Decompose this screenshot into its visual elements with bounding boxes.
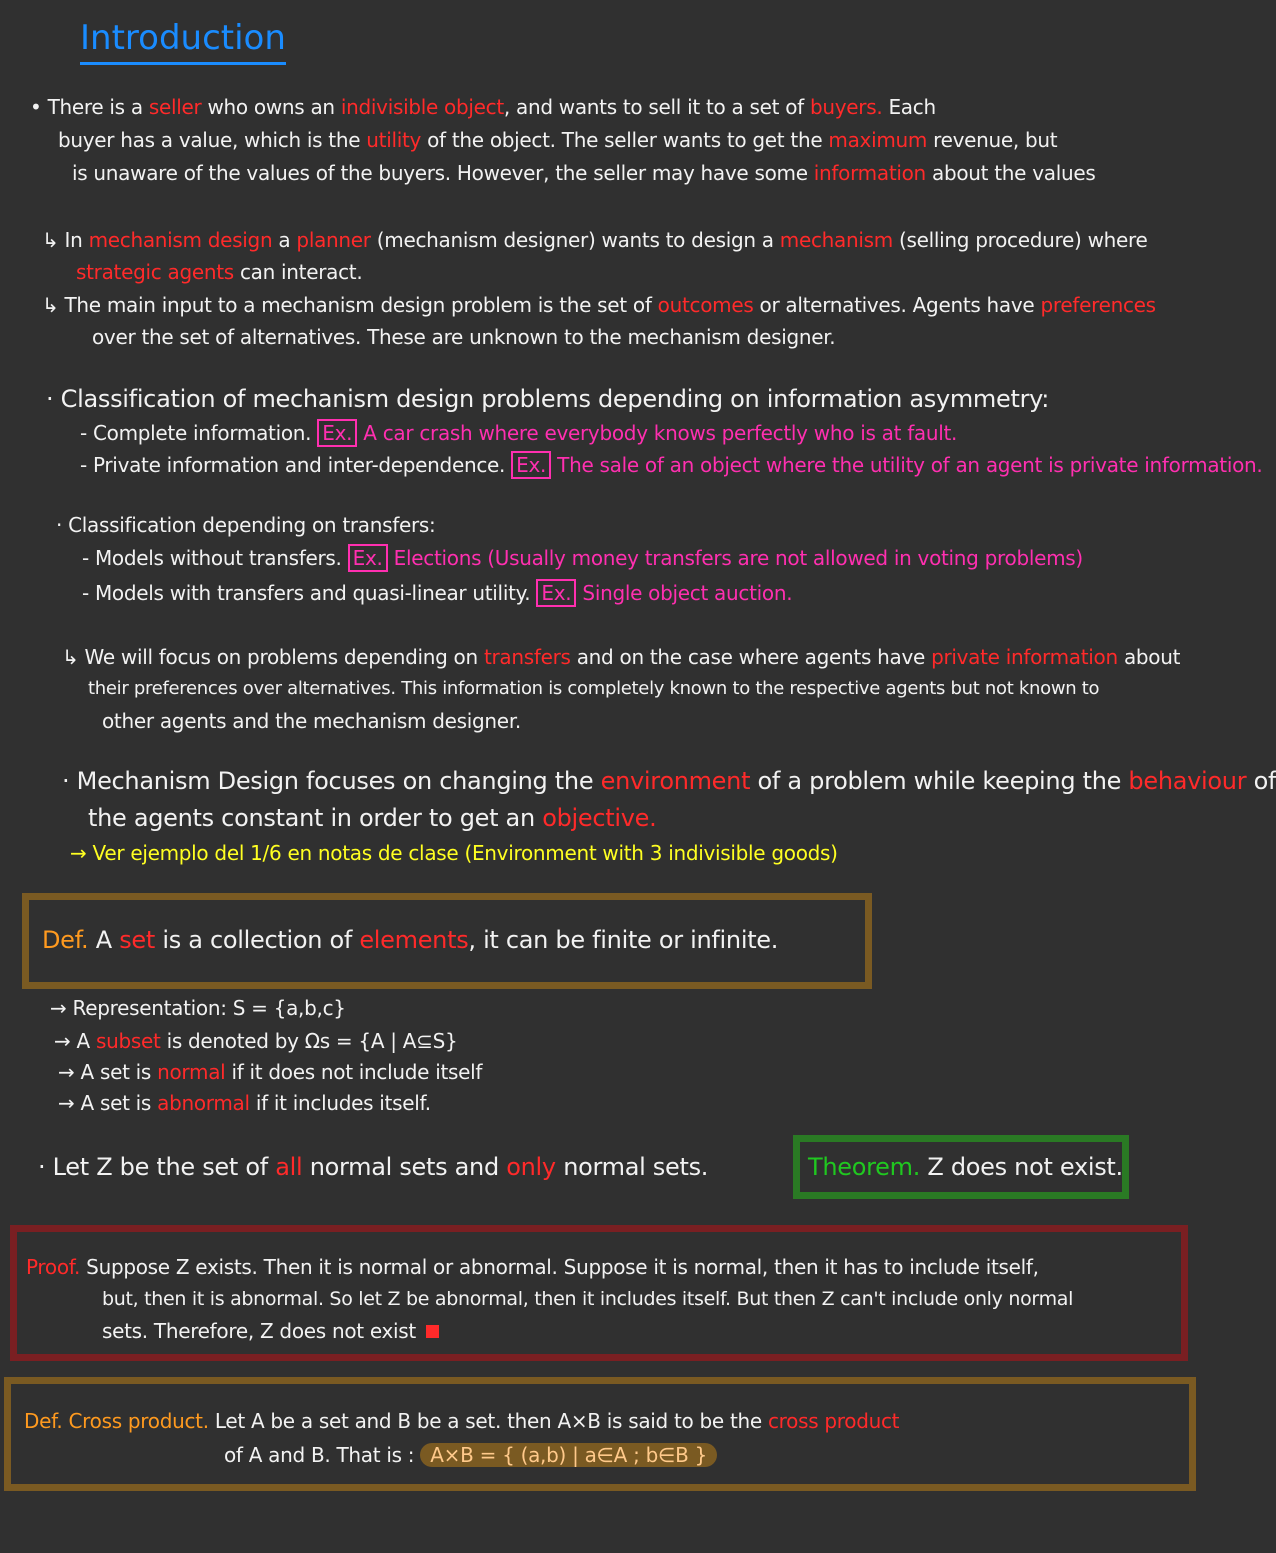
example-badge: Ex. bbox=[348, 544, 388, 572]
focus-line-3: other agents and the mechanism designer. bbox=[102, 709, 521, 733]
class-transfer-item-1: - Models without transfers. Ex. Elections (Usually money transfers are not allowed in voting problems) bbox=[82, 546, 1083, 570]
let-z-statement: · Let Z be the set of all normal sets and only normal sets. bbox=[38, 1153, 709, 1181]
definition-set-text: Def. A set is a collection of elements, it can be finite or infinite. bbox=[42, 926, 779, 954]
design-note: → Ver ejemplo del 1/6 en notas de clase (Environment with 3 indivisible goods) bbox=[70, 841, 838, 865]
definition-label: Def. bbox=[42, 926, 89, 954]
proof-label: Proof. bbox=[26, 1255, 81, 1279]
note-normal: → A set is normal if it does not include itself bbox=[58, 1060, 483, 1084]
design-line-2: the agents constant in order to get an objective. bbox=[88, 804, 657, 832]
focus-line-1: ↳ We will focus on problems depending on transfers and on the case where agents have private information about bbox=[62, 645, 1181, 669]
example-badge: Ex. bbox=[536, 579, 576, 607]
proof-line-3: sets. Therefore, Z does not exist bbox=[102, 1316, 439, 1346]
theorem-text: Theorem. Z does not exist. bbox=[808, 1153, 1123, 1181]
proof-line-2: but, then it is abnormal. So let Z be abnormal, then it includes itself. But then Z can't include only normal bbox=[102, 1288, 1074, 1310]
note-subset: → A subset is denoted by Ωs = {A | A⊆S} bbox=[54, 1029, 458, 1053]
class-transfer-item-2: - Models with transfers and quasi-linear utility. Ex. Single object auction. bbox=[82, 581, 793, 605]
class-info-item-2: - Private information and inter-dependence. Ex. The sale of an object where the utility of an agent is private information. bbox=[80, 453, 1263, 477]
focus-line-2: their preferences over alternatives. This information is completely known to the respective agents but not known to bbox=[88, 678, 1100, 699]
proof-line-1: Proof. Suppose Z exists. Then it is normal or abnormal. Suppose it is normal, then it has to include itself, bbox=[26, 1255, 1039, 1279]
class-info-item-1: - Complete information. Ex. A car crash where everybody knows perfectly who is at fault. bbox=[80, 421, 958, 445]
class-info-heading: · Classification of mechanism design problems depending on information asymmetry: bbox=[46, 385, 1050, 413]
class-transfer-heading: · Classification depending on transfers: bbox=[56, 513, 436, 537]
example-badge: Ex. bbox=[317, 419, 357, 447]
example-badge: Ex. bbox=[511, 451, 551, 479]
qed-icon bbox=[426, 1325, 439, 1338]
md-line-1: ↳ In mechanism design a planner (mechanism designer) wants to design a mechanism (selling procedure) where bbox=[42, 228, 1148, 252]
theorem-label: Theorem. bbox=[808, 1153, 921, 1181]
definition-cross-line-2: of A and B. That is : A×B = { (a,b) | a∈A ; b∈B } bbox=[224, 1440, 717, 1470]
md-line-3: ↳ The main input to a mechanism design problem is the set of outcomes or alternatives. Agents have preferences bbox=[42, 293, 1156, 317]
md-line-2: strategic agents can interact. bbox=[76, 260, 363, 284]
md-line-4: over the set of alternatives. These are unknown to the mechanism designer. bbox=[92, 325, 836, 349]
cross-product-formula: A×B = { (a,b) | a∈A ; b∈B } bbox=[420, 1443, 717, 1467]
definition-cross-line-1: Def. Cross product. Let A be a set and B be a set. then A×B is said to be the cross product bbox=[24, 1409, 900, 1433]
note-representation: → Representation: S = {a,b,c} bbox=[50, 996, 346, 1020]
note-abnormal: → A set is abnormal if it includes itself. bbox=[58, 1091, 431, 1115]
intro-line-3: is unaware of the values of the buyers. However, the seller may have some information about the values bbox=[72, 161, 1096, 185]
intro-line-1: • There is a seller who owns an indivisible object, and wants to sell it to a set of buyers. Each bbox=[30, 95, 936, 119]
page-title: Introduction bbox=[80, 18, 286, 65]
definition-label: Def. Cross product. bbox=[24, 1409, 209, 1433]
design-line-1: · Mechanism Design focuses on changing the environment of a problem while keeping the behaviour of bbox=[62, 767, 1276, 795]
intro-line-2: buyer has a value, which is the utility of the object. The seller wants to get the maximum revenue, but bbox=[58, 128, 1058, 152]
bullet-icon: • bbox=[30, 95, 42, 119]
